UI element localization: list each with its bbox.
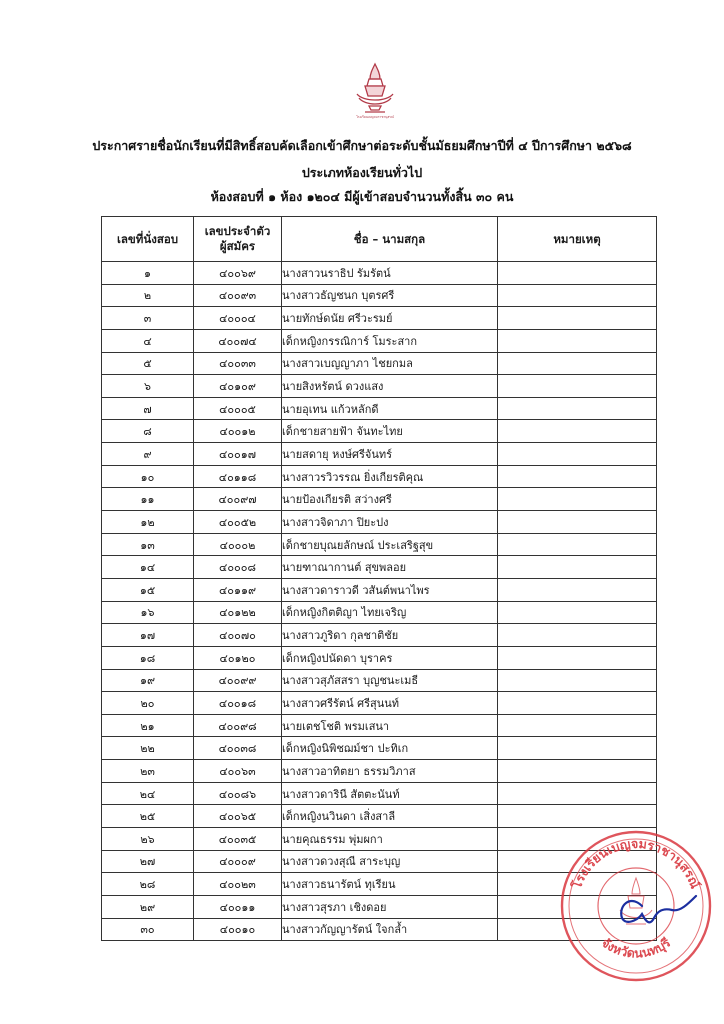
table-row <box>102 646 657 669</box>
applicant-id: ๔๐๐๐๒ <box>194 533 282 556</box>
remark <box>498 284 657 307</box>
candidate-name: นายทักษ์ดนัย ศรีวะรมย์ <box>282 307 498 330</box>
applicant-id: ๔๐๐๑๐ <box>194 918 282 941</box>
seat-number: ๒๗ <box>102 850 194 873</box>
applicant-id: ๔๐๐๙๙ <box>194 669 282 692</box>
applicant-id: ๔๐๐๖๓ <box>194 760 282 783</box>
seat-number: ๑๐ <box>102 465 194 488</box>
remark <box>498 624 657 647</box>
table-row <box>102 760 657 783</box>
table-row <box>102 533 657 556</box>
header-seat-number: เลขที่นั่งสอบ <box>102 217 194 262</box>
candidate-name: นางสาวจิดาภา ปิยะปง <box>282 511 498 534</box>
seat-number: ๑๓ <box>102 533 194 556</box>
candidate-name: นางสาวสุภัสสรา บุญชนะเมธี <box>282 669 498 692</box>
remark <box>498 714 657 737</box>
table-row <box>102 329 657 352</box>
applicant-id: ๔๐๑๑๘ <box>194 465 282 488</box>
candidate-name: นายสดายุ หงษ์ศรีจันทร์ <box>282 443 498 466</box>
remark <box>498 692 657 715</box>
applicant-id: ๔๐๐๗๔ <box>194 329 282 352</box>
candidate-name: เด็กหญิงปนัดดา บุราคร <box>282 646 498 669</box>
candidate-name: นางสาวธนารัตน์ ทุเรียน <box>282 873 498 896</box>
remark <box>498 352 657 375</box>
seat-number: ๒๑ <box>102 714 194 737</box>
seat-number: ๑๑ <box>102 488 194 511</box>
applicant-id: ๔๐๑๒๐ <box>194 646 282 669</box>
announcement-subtitle: ประเภทห้องเรียนทั่วไป <box>301 165 423 180</box>
candidate-name: นายฑาณากานต์ สุขพลอย <box>282 556 498 579</box>
remark <box>498 669 657 692</box>
candidate-name: นางสาวกัญญารัตน์ ใจกล้ำ <box>282 918 498 941</box>
seat-number: ๒๙ <box>102 895 194 918</box>
remark <box>498 578 657 601</box>
remark <box>498 262 657 285</box>
seat-number: ๑๙ <box>102 669 194 692</box>
svg-text:จังหวัดนนทบุรี <box>599 935 674 961</box>
applicant-id: ๔๐๐๑๒ <box>194 420 282 443</box>
seat-number: ๒๒ <box>102 737 194 760</box>
remark <box>498 465 657 488</box>
table-header-row <box>102 217 657 262</box>
table-row <box>102 262 657 285</box>
candidate-name: นายคุณธรรม พุ่มผกา <box>282 828 498 851</box>
candidate-name: นายเตชโชติ พรมเสนา <box>282 714 498 737</box>
table-row <box>102 488 657 511</box>
candidate-name: เด็กหญิงนวินดา เสิ่งสาลี <box>282 805 498 828</box>
announcement-title: ประกาศรายชื่อนักเรียนที่มีสิทธิ์สอบคัดเลือกเข้าศึกษาต่อระดับชั้นมัธยมศึกษาปีที่ ๔ ปีการศึกษา ๒๕๖๘ <box>92 138 632 153</box>
remark <box>498 307 657 330</box>
applicant-id: ๔๐๐๒๓ <box>194 873 282 896</box>
seal-text-top: โรงเรียนเบญจมราชานุสรณ์ <box>568 835 704 891</box>
applicant-id: ๔๐๐๖๙ <box>194 262 282 285</box>
seat-number: ๔ <box>102 329 194 352</box>
seat-number: ๗ <box>102 397 194 420</box>
seat-number: ๑๕ <box>102 578 194 601</box>
remark <box>498 737 657 760</box>
seat-number: ๒๖ <box>102 828 194 851</box>
header-full-name: ชื่อ – นามสกุล <box>282 217 498 262</box>
remark <box>498 646 657 669</box>
seat-number: ๒ <box>102 284 194 307</box>
remark <box>498 805 657 828</box>
header-applicant-id <box>194 217 282 262</box>
seat-number: ๑๖ <box>102 601 194 624</box>
seat-number: ๘ <box>102 420 194 443</box>
seat-number: ๒๕ <box>102 805 194 828</box>
table-row <box>102 284 657 307</box>
remark <box>498 760 657 783</box>
table-row <box>102 714 657 737</box>
header-applicant-id-line2: ผู้สมัคร <box>219 239 256 253</box>
applicant-id: ๔๐๐๙๘ <box>194 714 282 737</box>
candidate-name: เด็กชายบุณยลักษณ์ ประเสริฐสุข <box>282 533 498 556</box>
table-row <box>102 307 657 330</box>
candidate-name: เด็กหญิงกิตติญา ไทยเจริญ <box>282 601 498 624</box>
seat-number: ๖ <box>102 375 194 398</box>
seal-text-bottom: จังหวัดนนทบุรี <box>598 934 674 961</box>
table-row <box>102 737 657 760</box>
remark <box>498 397 657 420</box>
applicant-id: ๔๐๐๗๐ <box>194 624 282 647</box>
candidate-name: นางสาวอาทิตยา ธรรมวิภาส <box>282 760 498 783</box>
school-emblem-icon <box>345 60 405 120</box>
table-row <box>102 511 657 534</box>
seat-number: ๒๓ <box>102 760 194 783</box>
applicant-id: ๔๐๐๕๒ <box>194 511 282 534</box>
seat-number: ๒๔ <box>102 782 194 805</box>
table-row <box>102 805 657 828</box>
candidate-name: นางสาวนราธิป รัมรัตน์ <box>282 262 498 285</box>
candidate-name: นางสาวดวงสุณี สาระบุญ <box>282 850 498 873</box>
table-row <box>102 375 657 398</box>
applicant-id: ๔๐๐๑๘ <box>194 692 282 715</box>
candidate-name: นางสาวศรีรัตน์ ศรีสุนนท์ <box>282 692 498 715</box>
candidate-name: นางสาวสุรภา เชิงดอย <box>282 895 498 918</box>
applicant-id: ๔๐๐๐๔ <box>194 307 282 330</box>
applicant-id: ๔๐๐๐๙ <box>194 850 282 873</box>
candidate-name: นายสิงหรัตน์ ดวงแสง <box>282 375 498 398</box>
seat-number: ๑๘ <box>102 646 194 669</box>
candidate-name: นางสาวภูริดา กุลชาติชัย <box>282 624 498 647</box>
applicant-id: ๔๐๑๒๒ <box>194 601 282 624</box>
table-row <box>102 443 657 466</box>
table-row <box>102 578 657 601</box>
remark <box>498 511 657 534</box>
remark <box>498 329 657 352</box>
candidate-name: นางสาวดารินี สัตตะนันท์ <box>282 782 498 805</box>
seat-number: ๓๐ <box>102 918 194 941</box>
svg-text:โรงเรียนเบญจมราชานุสรณ์: โรงเรียนเบญจมราชานุสรณ์ <box>356 115 394 119</box>
table-row <box>102 352 657 375</box>
table-row <box>102 556 657 579</box>
seat-number: ๙ <box>102 443 194 466</box>
candidate-name: นายป้องเกียรติ สว่างศรี <box>282 488 498 511</box>
school-seal-stamp <box>556 826 716 986</box>
table-row <box>102 465 657 488</box>
seat-number: ๑ <box>102 262 194 285</box>
remark <box>498 375 657 398</box>
candidate-name: เด็กชายสายฟ้า จันทะไทย <box>282 420 498 443</box>
candidate-name: นางสาวดาราวดี วสันต์พนาไพร <box>282 578 498 601</box>
applicant-id: ๔๐๐๐๘ <box>194 556 282 579</box>
applicant-id: ๔๐๐๓๘ <box>194 737 282 760</box>
seat-number: ๑๒ <box>102 511 194 534</box>
remark <box>498 420 657 443</box>
header-remark: หมายเหตุ <box>498 217 657 262</box>
applicant-id: ๔๐๑๑๙ <box>194 578 282 601</box>
remark <box>498 443 657 466</box>
applicant-id: ๔๐๐๑๗ <box>194 443 282 466</box>
table-row <box>102 692 657 715</box>
applicant-id: ๔๐๐๐๕ <box>194 397 282 420</box>
remark <box>498 601 657 624</box>
candidate-name: นางสาวเบญญาภา ไชยกมล <box>282 352 498 375</box>
table-row <box>102 624 657 647</box>
candidate-name: นางสาวธัญชนก บุตรศรี <box>282 284 498 307</box>
applicant-id: ๔๐๐๑๑ <box>194 895 282 918</box>
remark <box>498 533 657 556</box>
table-row <box>102 782 657 805</box>
seat-number: ๕ <box>102 352 194 375</box>
remark <box>498 488 657 511</box>
seat-number: ๒๘ <box>102 873 194 896</box>
applicant-id: ๔๐๑๐๙ <box>194 375 282 398</box>
candidate-name: เด็กหญิงนิพิชฌม์ชา ปะทิเก <box>282 737 498 760</box>
remark <box>498 556 657 579</box>
candidate-name: นายอุเทน แก้วหลักดี <box>282 397 498 420</box>
seat-number: ๑๗ <box>102 624 194 647</box>
applicant-id: ๔๐๐๘๖ <box>194 782 282 805</box>
svg-text:โรงเรียนเบญจมราชานุสรณ์ <box>569 836 704 892</box>
remark <box>498 782 657 805</box>
seat-number: ๒๐ <box>102 692 194 715</box>
table-row <box>102 397 657 420</box>
candidate-name: นางสาวรวิวรรณ ยิ่งเกียรติคุณ <box>282 465 498 488</box>
table-row <box>102 601 657 624</box>
signature-icon <box>621 896 696 922</box>
applicant-id: ๔๐๐๙๓ <box>194 284 282 307</box>
applicant-id: ๔๐๐๓๕ <box>194 828 282 851</box>
table-row <box>102 420 657 443</box>
exam-room-info: ห้องสอบที่ ๑ ห้อง ๑๒๐๔ มีผู้เข้าสอบจำนวนทั้งสิ้น ๓๐ คน <box>210 189 514 204</box>
seat-number: ๓ <box>102 307 194 330</box>
table-row <box>102 669 657 692</box>
applicant-id: ๔๐๐๓๓ <box>194 352 282 375</box>
seat-number: ๑๔ <box>102 556 194 579</box>
candidate-name: เด็กหญิงกรรณิการ์ โมระสาก <box>282 329 498 352</box>
applicant-id: ๔๐๐๙๗ <box>194 488 282 511</box>
header-applicant-id-line1: เลขประจำตัว <box>204 224 271 238</box>
applicant-id: ๔๐๐๖๕ <box>194 805 282 828</box>
